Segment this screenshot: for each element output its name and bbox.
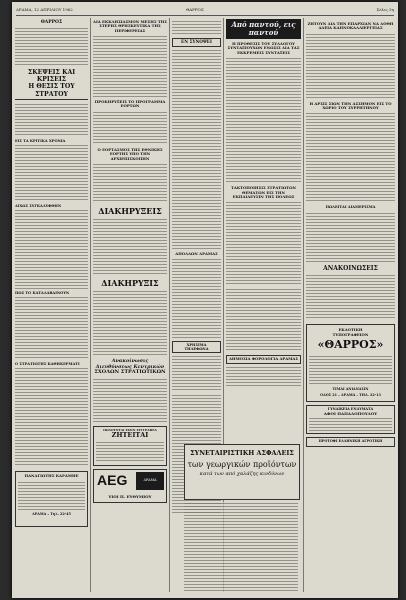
bottom-ad: ΠΡΟΤΟΦΙ ΕΛΛΗΝΙΚΗ ΑΓΡΟΤΙΚΗ [306,437,395,447]
header-date: ΔΡΑΜΑ, 12 ΑΠΡΙΛΙΟΥ 1962 [16,7,73,12]
phone-list [172,355,221,391]
column-rule [169,18,170,592]
text-block [172,20,221,36]
apartment-ad: ΠΩΛΕΙΤΑΙ ΔΙΑΜΕΡΙΣΜΑ [325,205,376,210]
insurance-title: ΣΥΝΕΤΑΙΡΙΣΤΙΚΗ ΑΣΦΑΛΕΙΣ [190,449,294,457]
in-brief-box: ΕΝ ΣΥΝΟΨΕΙ [172,38,221,47]
wanted-body [96,441,164,463]
printing-line: ΤΥΠΟΓΡΑΦΕΙΟΝ [332,331,369,337]
ad-body [306,212,395,262]
clothing-body [309,417,392,431]
wanted-top: ΠΩΛΟΥΝΤΑΙ ΕΙΣΙΝ ΣΥΓΓΡΑΦΕΑ [103,428,157,433]
printing-prices: ΤΙΜΑΙ ΑΝΙΑΝΑΣΙΝ [332,386,369,391]
aeg-dealer: ΥΙΟΙ Π. ΕΥΘΥΜΙΟΥ [108,494,152,500]
subheading: ΠΩΣ ΤΟ ΚΑΤΑΛΑΒΑΙΝΟΥΝ [15,290,70,295]
headline: Η ΘΕΣΙΣ ΤΟΥ ΣΤΡΑΤΟΥ [15,83,88,99]
article-body [15,367,88,467]
ad-body [18,481,85,511]
notice-body [93,218,167,276]
masthead-small: ΘΑΡΡΟΣ [40,20,63,25]
headline: Ο ΕΟΡΤΑΣΜΟΣ ΤΗΣ ΕΘΝΙΚΗΣ ΕΟΡΤΗΣ ΥΠΟ ΤΗΝ ΑΡΧΙΕΠΙΣΚΟΠΗΝ [97,146,163,161]
column-rule [303,18,304,592]
insurance-subtitle: των γεωργικών προϊόντων [187,460,297,470]
notice-title: ΣΧΟΛΩΝ ΣΤΡΑΤΙΩΤΙΚΩΝ [94,369,166,376]
advertisement [15,471,88,527]
notice-title: Ανακοίνωσις [111,358,149,365]
notices-heading: ΑΝΑΚΟΙΝΩΣΕΙΣ [323,264,378,272]
notices-body [306,274,395,320]
article-body [93,163,167,203]
insurance-ad [184,444,300,500]
article-body [15,103,88,137]
printing-ad [306,324,395,401]
headline: Η ΑΡΣΙΣ ΣΙΩΝ ΤΗΝ ΑΣΣΗΜΟΝ ΕΙΣ ΤΟ ΧΩΡΙΟ ΤΟΥ ΣΥΡΡΗΤΗΝΟΥ [309,100,392,111]
section-heading: ΔΙΑΚΗΡΥΞΕΙΣ [98,205,162,216]
headline: ΖΗΤΟΥΝ ΔΙΑ ΤΗΝ ΕΠΑΡΧΙΑΝ ΝΑ ΔΟΘΗ ΑΔΕΙΑ ΚΑΠΝΟΚΑΛΛΙΕΡΓΕΙΑΣ [307,21,394,31]
column-2 [93,18,167,594]
insurance-line: κατά των από χαλάζης κινδύνων [199,470,285,477]
clothing-title: ΓΥΝΑΙΚΕΙΑ ΕΝΔΥΜΑΤΑ [327,406,374,411]
clothing-ad [306,405,395,435]
headline: ΤΑΚΤΟΠΟΙΗΣΙΣ ΣΤΡΑΤΙΩΤΩΝ ΘΕΜΑΤΩΝ ΕΙΣ ΤΗΝ ΕΚΠΑΙΔΕΥΣΙΝ ΤΗΣ ΠΟΛΕΩΣ [231,185,296,199]
ad-title: ΠΑΝΑΓΙΩΤΗΣ ΚΑΡΑΜΗΕ [24,473,79,479]
brief-list [172,49,221,249]
aeg-ad [93,469,167,503]
headline: ΠΡΟΚΗΡΥΞΕΙΣ ΤΟ ΠΡΟΓΡΑΜΜΑ ΕΟΡΤΩΝ [94,99,166,109]
article-body [306,112,395,202]
tax-notice: ΔΗΜΟΣΙΑ ΦΟΡΟΛΟΓΙΑ ΔΡΑΜΑΣ [226,355,301,363]
printing-body [309,355,392,385]
phone-box: ΧΡΗΣΙΜΑ ΤΗΛΕΦΩΝΑ [172,341,221,353]
column-5 [306,18,395,594]
aeg-logo: AEG [97,471,128,488]
notice-body [226,366,301,388]
aeg-side-label: ΔΡΑΜΑ [136,472,164,490]
subheading: ΕΙΣ ΤΑ ΚΡΙΤΙΚΑ ΧΡΟΝΙΑ [15,138,66,143]
page-header [16,5,394,16]
wanted-heading: ΖΗΤΕΙΤΑΙ [111,431,149,440]
article-body [172,258,221,338]
article-body [15,144,88,202]
subheading: ΔΙΧΩΣ ΣΥΓΚΑΛΥΦΘΗΝ [15,203,62,208]
text-block [15,27,88,65]
ad-contact: ΔΡΑΜΑ – Τηλ. 22-45 [32,511,71,516]
column-rule [90,18,91,592]
notice-body [93,378,167,422]
article-body [93,35,167,97]
column-1 [15,18,88,594]
notice-body [93,290,167,356]
article-body [226,201,301,285]
section-banner: Από παντού, εις παντού [226,19,301,39]
article-body [226,288,301,352]
subheading: Ο ΣΤΡΑΤΙΩΤΗΣ ΚΑΘΗΚΕΡΜΑΤΙ [15,362,80,367]
headline: ΔΙΑ ΕΚΚΛΗΣΙΑΣΜΟΝ ΜΕΣΗΣ ΤΗΣ ΣΤΕΡΗΣ ΘΡΗΣΚΕΥΤΙΚΑ ΤΗΣ ΠΕΡΙΦΕΡΕΙΑΣ [93,19,167,33]
headline: Η ΠΡΟΘΕΣΙΣ ΤΟΥ ΣΥΛΛΟΓΟΥ ΣΥΝΤΑΞΙΟΥΧΩΝ ΕΝΩΣΙΣ ΔΙΑ ΤΑΣ ΕΚΚΡΕΜΕΙΣ ΣΥΝΤΑΞΕΙΣ [227,41,300,55]
insurance-body [184,502,298,592]
article-body [226,57,301,183]
article-body [306,33,395,99]
clothing-name: ΑΦΟΙ ΠΑΠΑΔΟΠΟΥΛΟΥ [323,410,378,416]
section-heading: ΔΙΑΚΗΡΥΞΙΣ [101,278,159,289]
article-body [15,296,88,360]
article-body [93,111,167,145]
article-body [15,209,88,289]
subheading: ΑΠΟΛΛΩΝ ΔΡΑΜΑΣ [175,250,218,256]
wanted-ad [93,426,167,466]
headline: ΣΚΕΨΕΙΣ ΚΑΙ ΚΡΙΣΕΙΣ [27,69,76,84]
printing-line: ΕΚΔΟΤΙΚΗ [338,327,363,333]
printing-address: ΟΔΟΣ 21 – ΔΡΑΜΑ – ΤΗΛ. 22-13 [320,392,381,397]
header-title: ΘΑΡΡΟΣ [186,7,204,12]
newspaper-page [12,2,398,598]
notice-title: Διευθύνσεως Κεντρικών [95,363,165,370]
header-page-number: Σελις 3η [376,7,394,12]
printing-name: «ΘΑΡΡΟΣ» [317,338,384,352]
